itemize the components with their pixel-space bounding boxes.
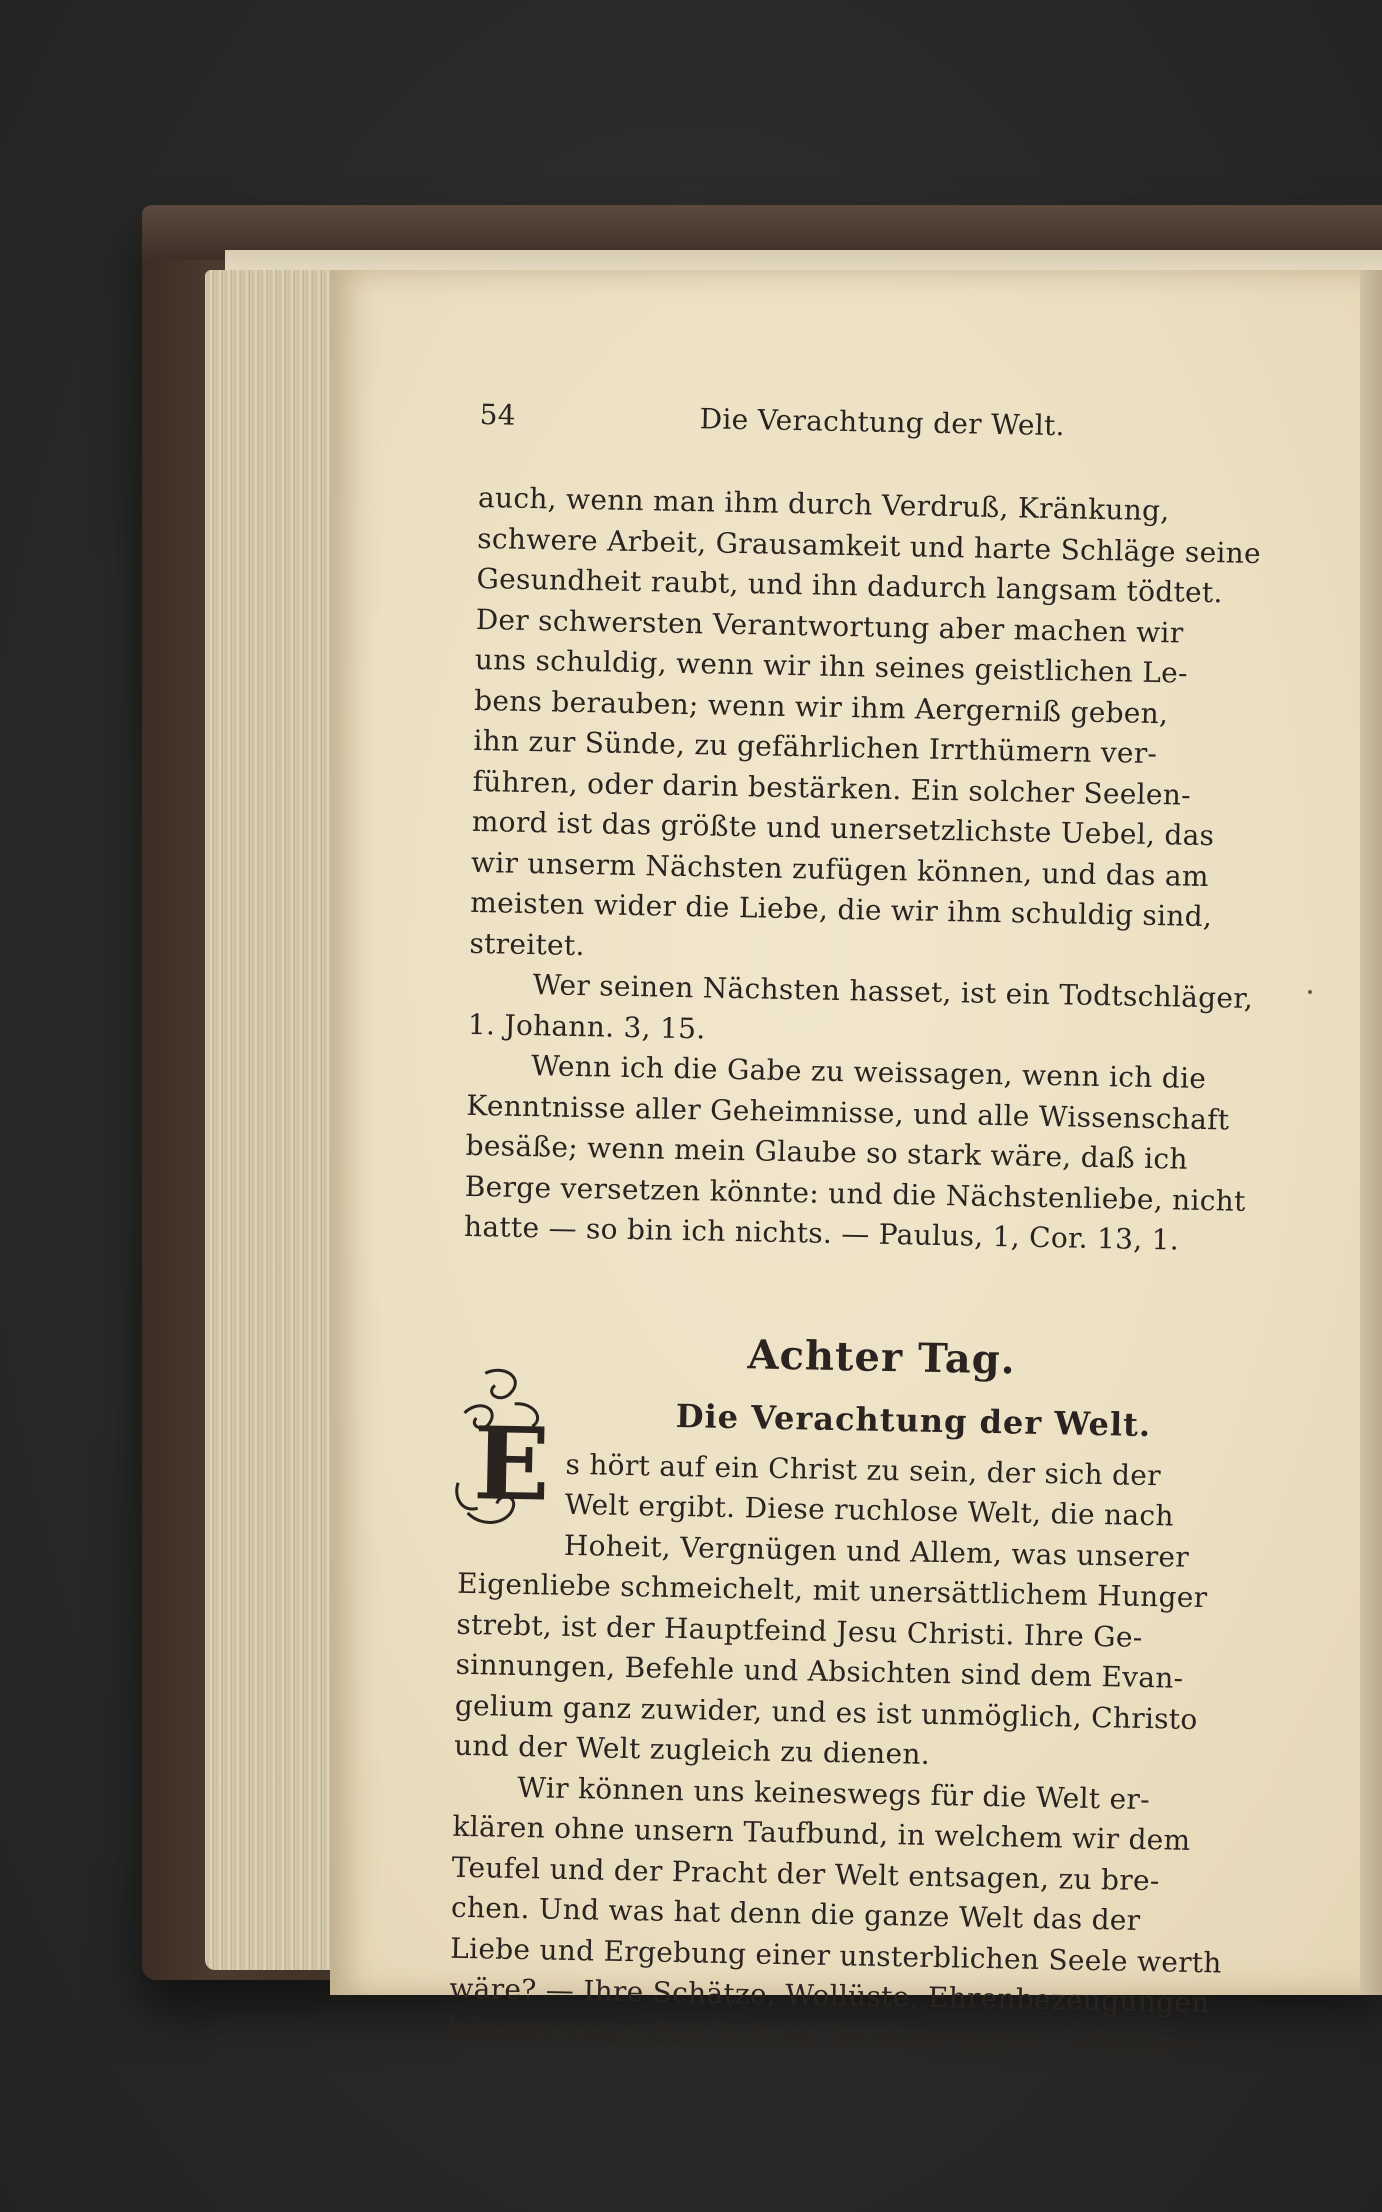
text-line: ihn zur Sünde, zu gefährlichen Irrthümern ver- [473, 723, 1158, 771]
section-body [454, 1392, 1261, 1781]
text-line: auch, wenn man ihm durch Verdruß, Kränkung, [477, 480, 1170, 528]
text-line: strebt, ist der Hauptfeind Jesu Christi. Ihre Ge- [456, 1607, 1143, 1654]
next-page-edge [1360, 270, 1382, 1995]
ornamental-dropcap [452, 1362, 556, 1554]
text-line: chen. Und was hat denn die ganze Welt das der [450, 1890, 1141, 1937]
ink-speck [1308, 990, 1312, 994]
page-content [448, 398, 1280, 2065]
text-line: können zwar, durch ihren betrügerischen Schimmer, [448, 2012, 1213, 2060]
text-line: hatte — so bin ich nichts. — Paulus, 1, Cor. 13, 1. [463, 1209, 1180, 1257]
text-line: s hört auf ein Christ zu sein, der sich der [565, 1447, 1162, 1492]
paragraph-2 [454, 1442, 1260, 1781]
text-line: meisten wider die Liebe, die wir ihm schuldig sind, [469, 885, 1213, 934]
text-line: Wer seinen Nächsten hasset, ist ein Todtschläger, [532, 968, 1254, 1015]
text-line: Kenntnisse aller Geheimnisse, und alle Wissenschaft [466, 1088, 1230, 1137]
text-line: wäre? — Ihre Schätze, Wollüste, Ehrenbezeugungen [449, 1971, 1210, 2020]
text-line: gelium ganz zuwider, und es ist unmöglich, Christo [454, 1688, 1198, 1736]
text-line: schwere Arbeit, Grausamkeit und harte Schläge seine [476, 521, 1262, 570]
text-line: Eigenliebe schmeichelt, mit unersättlichem Hunger [456, 1566, 1208, 1615]
page-number: 54 [479, 398, 517, 432]
text-line: führen, oder darin bestärken. Ein solcher Seelen- [472, 764, 1192, 812]
text-line: bens berauben; wenn wir ihm Aergerniß geben, [473, 683, 1169, 730]
text-line: Liebe und Ergebung einer unsterblichen Seele werth [449, 1931, 1223, 1980]
text-line: wir unserm Nächsten zufügen können, und das am [470, 845, 1210, 893]
text-line: Der schwersten Verantwortung aber machen wir [475, 602, 1184, 650]
running-title: Die Verachtung der Welt. [699, 402, 1066, 443]
paragraph-1 [469, 478, 1278, 979]
text-line: Teufel und der Pracht der Welt entsagen, zu bre- [451, 1850, 1160, 1897]
text-line: sinnungen, Befehle und Absichten sind dem Evan- [455, 1647, 1184, 1695]
text-line: Welt ergibt. Diese ruchlose Welt, die nach [564, 1487, 1175, 1533]
section-subtitle: Die Verachtung der Welt. [675, 1396, 1152, 1444]
text-line: besäße; wenn mein Glaube so stark wäre, daß ich [465, 1128, 1189, 1176]
dropcap-letter: E [472, 1403, 552, 1524]
text-line: Gesundheit raubt, und ihn dadurch langsam tödtet. [476, 561, 1224, 610]
paragraph-3 [448, 1766, 1253, 2065]
text-line: und der Welt zugleich zu dienen. [453, 1728, 931, 1771]
text-line: klären ohne unsern Taufbund, in welchem wir dem [452, 1809, 1191, 1857]
quote-2 [464, 1045, 1268, 1263]
text-line: streitet. [469, 926, 586, 962]
text-line: Berge versetzen könnte: und die Nächstenliebe, nicht [464, 1169, 1246, 1218]
section-title: Achter Tag. [747, 1330, 1017, 1383]
text-line: Hoheit, Vergnügen und Allem, was unserer [563, 1528, 1190, 1574]
page-stack-edges [205, 270, 345, 1970]
dropcap-ornament-icon [452, 1362, 556, 1554]
quote-1 [468, 964, 1269, 1060]
text-line: uns schuldig, wenn wir ihn seines geistlichen Le- [474, 642, 1189, 690]
text-line: Wenn ich die Gabe zu weissagen, wenn ich die [530, 1049, 1207, 1096]
text-line: 1. Johann. 3, 15. [467, 1007, 706, 1045]
text-line: mord ist das größte und unersetzlichste Uebel, das [471, 804, 1215, 853]
text-line: Wir können uns keineswegs für die Welt er- [517, 1770, 1151, 1816]
